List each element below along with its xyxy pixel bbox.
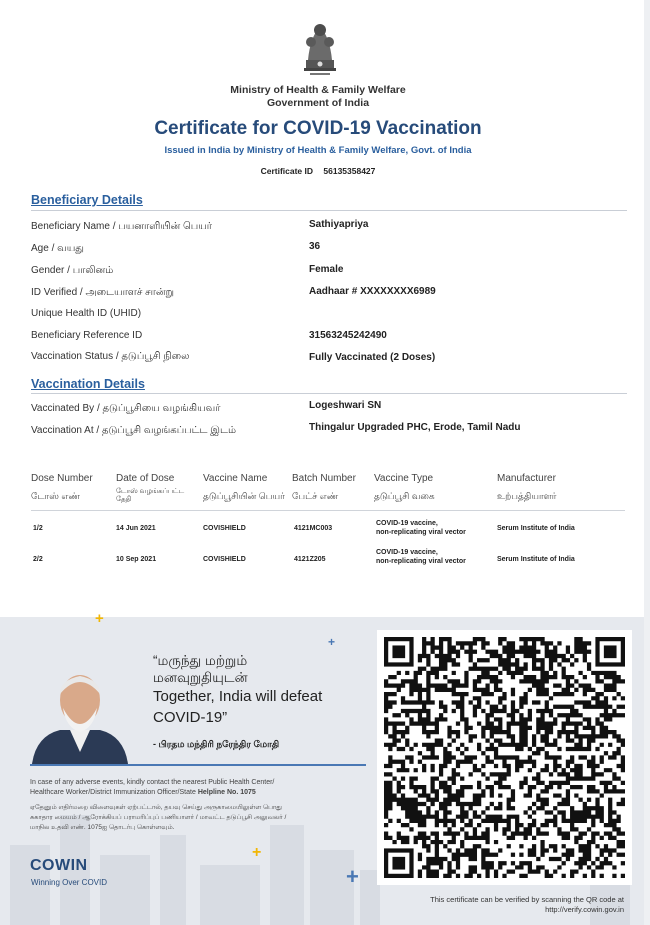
quote-line: Together, India will defeat: [153, 688, 323, 705]
vaccine-type-line: non-replicating viral vector: [376, 529, 466, 536]
ministry-name: [0, 84, 636, 110]
manufacturer-cell: Serum Institute of India: [497, 525, 575, 532]
gender-value: Female: [309, 264, 344, 275]
age-value: 36: [309, 241, 321, 252]
uhid-label: Unique Health ID (UHID): [31, 308, 142, 319]
table-header-divider: [31, 510, 625, 511]
quote-english: [153, 686, 373, 728]
qr-code-icon: [377, 630, 632, 885]
government-line: Government of India: [266, 97, 370, 109]
qr-modules: [384, 637, 625, 878]
qr-finder-pattern: [384, 848, 414, 878]
page-edge: [644, 0, 650, 925]
column-header-vaccine-name-ta: தடுப்பூசியின் பெயர்: [203, 491, 285, 501]
contact-line: In case of any adverse events, kindly contact the nearest Public Health Center/: [30, 779, 275, 786]
id-verified-label: ID Verified / அடையாளச் சான்று: [31, 287, 174, 298]
verification-note: [430, 895, 624, 915]
vaccination-status-label: Vaccination Status / தடுப்பூசி நிலை: [31, 351, 190, 362]
quote-line: மனவுறுதியுடன்: [153, 670, 248, 685]
verify-url: http://verify.cowin.gov.in: [545, 905, 624, 914]
verify-text: This certificate can be verified by scanning the QR code at: [430, 895, 624, 904]
beneficiary-heading: Beneficiary Details: [31, 193, 143, 207]
vaccine-type-line: COVID-19 vaccine,: [376, 549, 438, 556]
plus-icon: +: [95, 610, 104, 627]
column-header-vaccine-name: Vaccine Name: [203, 473, 268, 484]
cowin-tagline: Winning Over COVID: [31, 878, 108, 887]
column-header-date: Date of Dose: [116, 473, 175, 484]
column-header-date-ta: டோஸ் வழங்கப்பட்ட தேதி: [116, 488, 185, 503]
column-header-manufacturer-ta: உற்பத்தியாளர்: [497, 491, 557, 501]
vaccinated-at-label: Vaccination At / தடுப்பூசி வழங்கப்பட்ட இடம்: [31, 425, 236, 436]
reference-id-label: Beneficiary Reference ID: [31, 330, 143, 341]
contact-line: சுகாதார மையம் / ஆரோக்கியப் பராமரிப்புப் பணியாளர் / மாவட்ட தடுப்பூசி அலுவலர் /: [30, 814, 287, 821]
vaccine-name-cell: COVISHIELD: [203, 556, 246, 563]
plus-icon: +: [328, 635, 336, 649]
national-emblem-icon: [298, 16, 342, 78]
vaccination-status-value: Fully Vaccinated (2 Doses): [309, 352, 436, 363]
vaccine-type-cell: [376, 519, 466, 537]
qr-code: [377, 630, 632, 885]
certificate-title: Certificate for COVID-19 Vaccination: [154, 118, 482, 139]
batch-number-cell: 4121Z205: [294, 556, 326, 563]
portrait-image: [30, 660, 130, 764]
adverse-events-contact: [30, 778, 375, 798]
gender-label: Gender / பாலினம்: [31, 265, 114, 276]
age-label: Age / வயது: [31, 243, 84, 254]
helpline-number: Helpline No. 1075: [197, 789, 256, 796]
section-divider: [31, 393, 627, 394]
plus-icon: +: [252, 844, 262, 861]
quote-tamil: [153, 652, 353, 686]
column-header-manufacturer: Manufacturer: [497, 473, 556, 484]
column-header-dose-number-ta: டோஸ் எண்: [31, 491, 80, 501]
adverse-events-contact-tamil: [30, 803, 375, 833]
quote-line: COVID-19”: [153, 709, 228, 726]
vaccine-type-line: non-replicating viral vector: [376, 558, 466, 565]
vaccinated-by-value: Logeshwari SN: [309, 400, 382, 411]
certificate-id-value: 56135358427: [323, 166, 376, 176]
batch-number-cell: 4121MC003: [294, 525, 333, 532]
date-cell: 10 Sep 2021: [116, 556, 157, 563]
certificate-id-label: Certificate ID: [260, 166, 314, 176]
vaccine-type-cell: [376, 548, 466, 566]
plus-icon: +: [346, 864, 359, 889]
manufacturer-cell: Serum Institute of India: [497, 556, 575, 563]
quote-line: “மருந்து மற்றும்: [153, 653, 248, 668]
quote-divider: [30, 764, 366, 766]
beneficiary-name-label: Beneficiary Name / பயனாளியின் பெயர்: [31, 221, 213, 232]
dose-number-cell: 2/2: [33, 556, 43, 563]
contact-line: ஏதேனும் எதிர்மறை விளைவுகள் ஏற்பட்டால், தயவு செய்து அருகாமையிலுள்ள பொது: [30, 804, 282, 811]
id-verified-value: Aadhaar # XXXXXXXX6989: [309, 286, 436, 297]
vaccine-type-line: COVID-19 vaccine,: [376, 520, 438, 527]
qr-finder-pattern: [384, 637, 414, 667]
vaccine-name-cell: COVISHIELD: [203, 525, 246, 532]
column-header-dose-number: Dose Number: [31, 473, 93, 484]
qr-finder-pattern: [595, 637, 625, 667]
beneficiary-name-value: Sathiyapriya: [309, 219, 369, 230]
column-header-batch: Batch Number: [292, 473, 356, 484]
column-header-vaccine-type: Vaccine Type: [374, 473, 434, 484]
vaccination-heading: Vaccination Details: [31, 377, 145, 391]
quote-attribution: - பிரதம மந்திரி நரேந்திர மோதி: [153, 739, 280, 749]
vaccinated-at-value: Thingalur Upgraded PHC, Erode, Tamil Nadu: [309, 422, 521, 433]
contact-line: மாநில உதவி எண். 1075ஐ தொடர்பு கொள்ளவும்.: [30, 824, 175, 831]
contact-line: [30, 788, 375, 798]
dose-number-cell: 1/2: [33, 525, 43, 532]
section-divider: [31, 210, 627, 211]
date-cell: 14 Jun 2021: [116, 525, 156, 532]
vaccinated-by-label: Vaccinated By / தடுப்பூசியை வழங்கியவர்: [31, 403, 221, 414]
column-header-batch-ta: பேட்ச் எண்: [292, 491, 339, 501]
ministry-line: Ministry of Health & Family Welfare: [230, 84, 406, 96]
column-header-vaccine-type-ta: தடுப்பூசி வகை: [374, 491, 435, 501]
issued-by: Issued in India by Ministry of Health & Family Welfare, Govt. of India: [164, 145, 472, 156]
contact-text: Healthcare Worker/District Immunization Officer/State: [30, 789, 196, 796]
reference-id-value: 31563245242490: [309, 330, 387, 341]
cowin-logo: COWIN: [30, 857, 88, 874]
certificate-id: [0, 166, 636, 176]
